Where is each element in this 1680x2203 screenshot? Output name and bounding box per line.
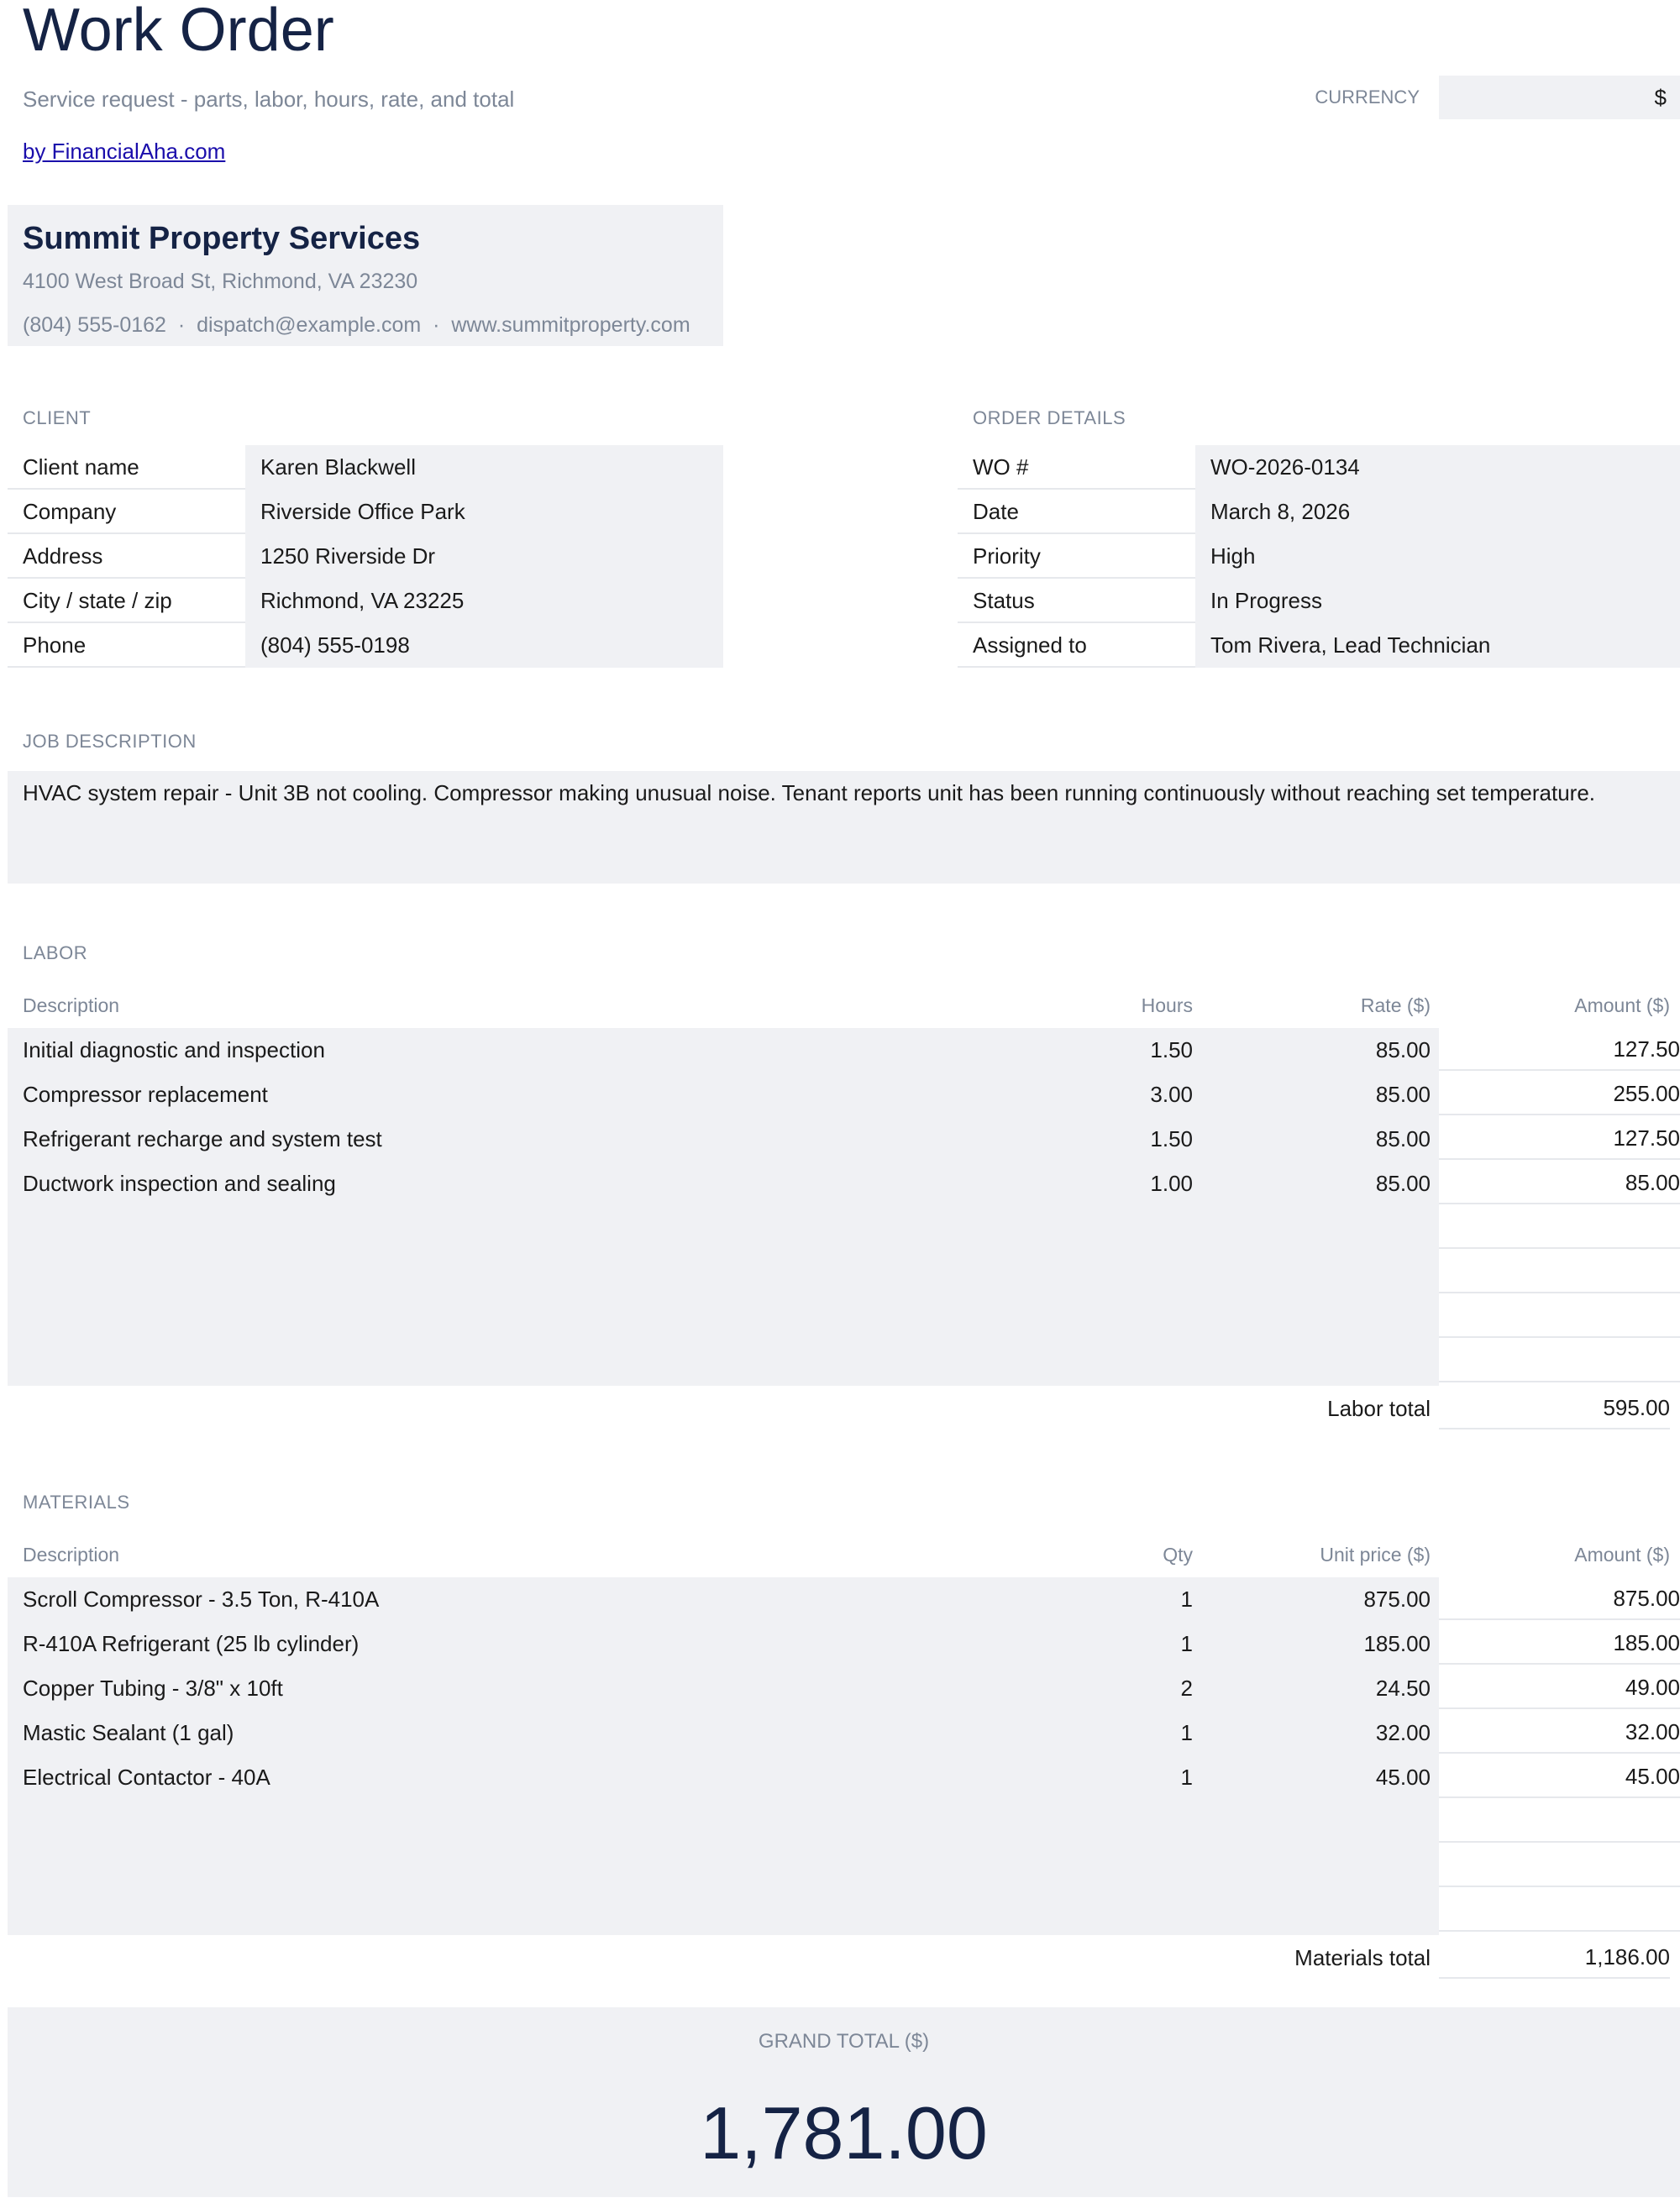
materials-item-amount: 49.00 [1439, 1666, 1680, 1709]
labor-item-amount [1439, 1340, 1680, 1382]
client-field-value[interactable]: Riverside Office Park [245, 490, 723, 534]
materials-table-row [8, 1711, 1680, 1755]
labor-col-amount: Amount ($) [1574, 994, 1670, 1016]
labor-item-description[interactable]: Ductwork inspection and sealing [23, 1171, 336, 1196]
materials-item-qty[interactable] [1100, 1889, 1193, 1933]
labor-item-description[interactable]: Initial diagnostic and inspection [23, 1037, 325, 1062]
labor-col-hours: Hours [1141, 994, 1193, 1016]
materials-heading: MATERIALS [23, 1492, 130, 1513]
materials-item-unit-price[interactable]: 24.50 [1375, 1676, 1431, 1701]
materials-item-description[interactable] [23, 1889, 1031, 1933]
labor-item-hours[interactable] [1100, 1340, 1193, 1384]
order-details-heading: ORDER DETAILS [973, 407, 1126, 428]
materials-table-row [8, 1666, 1680, 1711]
labor-item-rate[interactable]: 85.00 [1375, 1037, 1431, 1062]
labor-table-row [8, 1206, 1680, 1251]
labor-item-amount: 127.50 [1439, 1117, 1680, 1160]
materials-item-qty[interactable]: 1 [1180, 1720, 1193, 1745]
client-field-label: Address [8, 534, 245, 579]
labor-table-row [8, 1028, 1680, 1073]
labor-item-rate[interactable] [1226, 1251, 1431, 1295]
materials-total-label: Materials total [1294, 1945, 1431, 1970]
materials-item-description[interactable]: Scroll Compressor - 3.5 Ton, R-410A [23, 1587, 380, 1612]
job-description-heading: JOB DESCRIPTION [23, 731, 197, 752]
materials-item-unit-price[interactable]: 32.00 [1375, 1720, 1431, 1745]
labor-item-amount [1439, 1206, 1680, 1249]
order-field-value[interactable]: WO-2026-0134 [1195, 445, 1680, 490]
labor-table-row [8, 1340, 1680, 1384]
materials-item-description[interactable]: Copper Tubing - 3/8" x 10ft [23, 1676, 283, 1701]
materials-item-description[interactable]: Electrical Contactor - 40A [23, 1765, 270, 1790]
company-name: Summit Property Services [23, 221, 421, 256]
labor-item-amount: 255.00 [1439, 1073, 1680, 1115]
labor-item-rate[interactable] [1226, 1206, 1431, 1251]
labor-item-hours[interactable]: 1.50 [1150, 1037, 1193, 1062]
materials-table-row [8, 1755, 1680, 1800]
materials-col-amount: Amount ($) [1574, 1544, 1670, 1566]
labor-item-description[interactable] [23, 1340, 1031, 1384]
labor-item-rate[interactable] [1226, 1340, 1431, 1384]
materials-item-amount: 45.00 [1439, 1755, 1680, 1798]
materials-item-unit-price[interactable]: 45.00 [1375, 1765, 1431, 1790]
materials-table-row [8, 1800, 1680, 1844]
labor-table-row [8, 1073, 1680, 1117]
labor-table-row [8, 1117, 1680, 1162]
labor-item-rate[interactable]: 85.00 [1375, 1171, 1431, 1196]
currency-label: CURRENCY [1315, 87, 1420, 108]
order-field-value[interactable]: Tom Rivera, Lead Technician [1195, 623, 1680, 668]
materials-item-description[interactable] [23, 1800, 1031, 1844]
materials-col-qty: Qty [1163, 1544, 1193, 1566]
grand-total-label: GRAND TOTAL ($) [758, 2030, 930, 2053]
materials-item-qty[interactable]: 1 [1180, 1587, 1193, 1612]
materials-item-qty[interactable]: 1 [1180, 1765, 1193, 1790]
labor-item-hours[interactable]: 3.00 [1150, 1082, 1193, 1107]
company-address: 4100 West Broad St, Richmond, VA 23230 [23, 270, 418, 293]
materials-col-unit-price: Unit price ($) [1320, 1544, 1431, 1566]
materials-item-unit-price[interactable]: 185.00 [1363, 1631, 1431, 1656]
labor-col-description: Description [23, 994, 120, 1016]
order-field-label: Date [958, 490, 1195, 534]
materials-item-description[interactable] [23, 1844, 1031, 1889]
materials-total-value: 1,186.00 [1439, 1936, 1670, 1979]
order-field-value[interactable]: In Progress [1195, 579, 1680, 623]
labor-heading: LABOR [23, 942, 88, 963]
materials-item-unit-price[interactable] [1226, 1800, 1431, 1844]
page-subtitle: Service request - parts, labor, hours, rate, and total [23, 87, 515, 112]
labor-col-rate: Rate ($) [1360, 994, 1431, 1016]
labor-item-hours[interactable]: 1.00 [1150, 1171, 1193, 1196]
labor-item-hours[interactable] [1100, 1206, 1193, 1251]
labor-item-description[interactable] [23, 1251, 1031, 1295]
job-description-field[interactable]: HVAC system repair - Unit 3B not cooling. Compressor making unusual noise. Tenant reports unit has been running continuously without reaching set temperature. [8, 771, 1680, 884]
labor-item-hours[interactable] [1100, 1251, 1193, 1295]
materials-item-unit-price[interactable] [1226, 1889, 1431, 1933]
order-field-label: Status [958, 579, 1195, 623]
labor-item-rate[interactable] [1226, 1295, 1431, 1340]
currency-field[interactable]: $ [1439, 76, 1680, 119]
labor-table-row [8, 1251, 1680, 1295]
labor-item-rate[interactable]: 85.00 [1375, 1126, 1431, 1151]
labor-item-amount: 85.00 [1439, 1162, 1680, 1204]
materials-table-row [8, 1844, 1680, 1889]
order-field-label: WO # [958, 445, 1195, 490]
labor-item-hours[interactable]: 1.50 [1150, 1126, 1193, 1151]
labor-table-row [8, 1295, 1680, 1340]
materials-item-qty[interactable]: 2 [1180, 1676, 1193, 1701]
materials-item-unit-price[interactable]: 875.00 [1363, 1587, 1431, 1612]
materials-col-description: Description [23, 1544, 120, 1566]
materials-item-qty[interactable] [1100, 1844, 1193, 1889]
materials-table-row [8, 1577, 1680, 1622]
company-info-block [8, 205, 723, 346]
order-field-value[interactable]: High [1195, 534, 1680, 579]
materials-item-qty[interactable]: 1 [1180, 1631, 1193, 1656]
company-contact: (804) 555-0162 · dispatch@example.com · www.summitproperty.com [23, 313, 690, 337]
order-field-label: Assigned to [958, 623, 1195, 668]
order-field-value[interactable]: March 8, 2026 [1195, 490, 1680, 534]
materials-item-unit-price[interactable] [1226, 1844, 1431, 1889]
labor-item-amount [1439, 1295, 1680, 1338]
client-field-value[interactable]: 1250 Riverside Dr [245, 534, 723, 579]
materials-item-amount: 32.00 [1439, 1711, 1680, 1754]
labor-item-hours[interactable] [1100, 1295, 1193, 1340]
labor-item-description[interactable]: Compressor replacement [23, 1082, 268, 1107]
labor-table-row [8, 1162, 1680, 1206]
materials-table-row [8, 1889, 1680, 1933]
labor-item-description[interactable] [23, 1295, 1031, 1340]
materials-item-amount [1439, 1800, 1680, 1843]
client-field-value[interactable]: Karen Blackwell [245, 445, 723, 490]
materials-item-description[interactable]: R-410A Refrigerant (25 lb cylinder) [23, 1631, 360, 1656]
materials-item-amount [1439, 1889, 1680, 1932]
client-field-label: Client name [8, 445, 245, 490]
materials-table-row [8, 1622, 1680, 1666]
materials-item-amount: 875.00 [1439, 1577, 1680, 1620]
order-field-label: Priority [958, 534, 1195, 579]
grand-total-block [8, 2007, 1680, 2197]
labor-item-rate[interactable]: 85.00 [1375, 1082, 1431, 1107]
client-field-label: Phone [8, 623, 245, 668]
client-field-value[interactable]: Richmond, VA 23225 [245, 579, 723, 623]
client-field-label: Company [8, 490, 245, 534]
client-field-value[interactable]: (804) 555-0198 [245, 623, 723, 668]
client-field-label: City / state / zip [8, 579, 245, 623]
labor-total-label: Labor total [1327, 1396, 1431, 1421]
labor-item-description[interactable] [23, 1206, 1031, 1251]
labor-item-amount [1439, 1251, 1680, 1293]
materials-item-amount: 185.00 [1439, 1622, 1680, 1665]
grand-total-value: 1,781.00 [700, 2091, 988, 2174]
labor-item-amount: 127.50 [1439, 1028, 1680, 1071]
materials-item-qty[interactable] [1100, 1800, 1193, 1844]
page-title: Work Order [23, 0, 334, 64]
financialaha-link[interactable]: by FinancialAha.com [23, 139, 226, 164]
materials-item-amount [1439, 1844, 1680, 1887]
labor-item-description[interactable]: Refrigerant recharge and system test [23, 1126, 382, 1151]
materials-item-description[interactable]: Mastic Sealant (1 gal) [23, 1720, 234, 1745]
labor-total-value: 595.00 [1439, 1387, 1670, 1429]
client-heading: CLIENT [23, 407, 92, 428]
